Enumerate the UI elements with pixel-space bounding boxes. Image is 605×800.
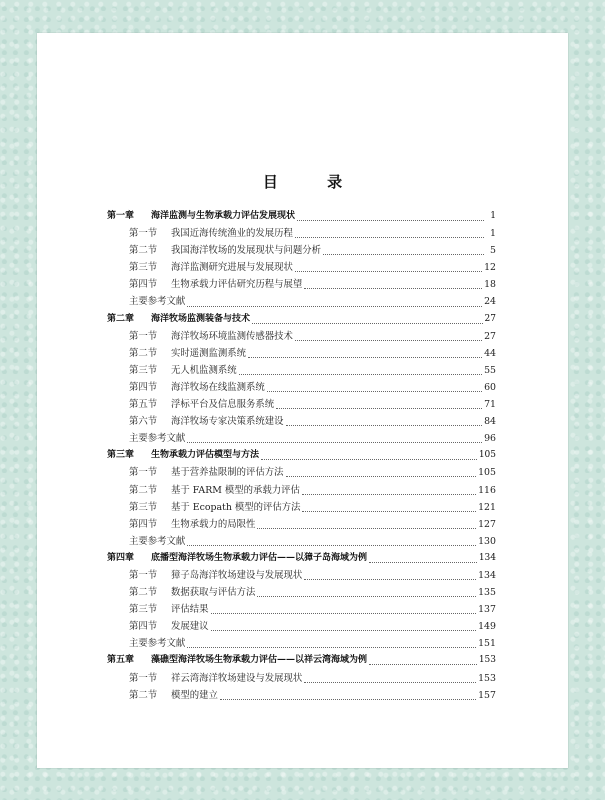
toc-entry-title: 獐子岛海洋牧场建设与发展现状 bbox=[171, 569, 303, 581]
toc-entry-title: 生物承载力的局限性 bbox=[171, 518, 256, 530]
toc-entry-number: 第四节 bbox=[129, 279, 158, 291]
toc-page-number: 18 bbox=[484, 279, 496, 291]
toc-section-row[interactable] bbox=[107, 225, 496, 242]
toc-page-number: 105 bbox=[478, 450, 496, 461]
toc-entry-title: 无人机监测系统 bbox=[171, 364, 237, 376]
toc-entry-title: 我国海洋牧场的发展现状与问题分析 bbox=[171, 245, 322, 257]
dot-leader bbox=[211, 607, 477, 614]
dot-leader bbox=[286, 419, 483, 426]
toc-page-number: 127 bbox=[478, 518, 496, 530]
dot-leader bbox=[369, 556, 477, 563]
toc-title: 目 录 bbox=[262, 173, 365, 191]
book-page bbox=[37, 33, 568, 768]
toc-section-row[interactable] bbox=[107, 584, 496, 601]
toc-entry-title: 祥云湾海洋牧场建设与发展现状 bbox=[171, 672, 303, 684]
toc-section-row[interactable] bbox=[107, 379, 496, 396]
dot-leader bbox=[295, 265, 482, 272]
toc-entry-number: 第一节 bbox=[129, 330, 158, 342]
toc-page-number: 135 bbox=[478, 587, 496, 599]
toc-entry-number: 第二节 bbox=[129, 347, 158, 359]
dot-leader bbox=[187, 641, 476, 648]
toc-entry-number: 第一节 bbox=[129, 467, 158, 479]
toc-page-number: 44 bbox=[484, 347, 496, 359]
toc-entry-title: 评估结果 bbox=[171, 604, 209, 616]
dot-leader bbox=[369, 658, 477, 665]
toc-entry-number: 第二章 bbox=[107, 313, 135, 324]
toc-entry-number: 第一章 bbox=[107, 211, 135, 221]
toc-entry-number: 第三章 bbox=[107, 450, 135, 461]
toc-entry-number: 第三节 bbox=[129, 262, 158, 274]
toc-section-row[interactable] bbox=[107, 567, 496, 584]
dot-leader bbox=[302, 505, 476, 512]
toc-section-row[interactable] bbox=[107, 516, 496, 533]
toc-page-number: 1 bbox=[490, 211, 496, 221]
toc-entry-number: 第三节 bbox=[129, 604, 158, 616]
toc-page-number: 12 bbox=[484, 262, 496, 274]
toc-entry-title: 藻礁型海洋牧场生物承载力评估——以祥云湾海域为例 bbox=[151, 655, 368, 666]
dot-leader bbox=[295, 334, 482, 341]
toc-page-number: 84 bbox=[484, 416, 496, 428]
toc-page-number: 27 bbox=[484, 313, 496, 324]
toc-entry-number: 第六节 bbox=[129, 416, 158, 428]
toc-page-number: 96 bbox=[484, 433, 496, 445]
toc-page-number: 149 bbox=[478, 621, 496, 633]
toc-entry-number: 第二节 bbox=[129, 587, 158, 599]
toc-entry-number: 第二节 bbox=[129, 245, 158, 257]
toc-page-number: 60 bbox=[484, 381, 496, 393]
toc-entry-number: 第一节 bbox=[129, 672, 158, 684]
dot-leader bbox=[267, 385, 482, 392]
dot-leader bbox=[286, 470, 477, 477]
toc-entry-number: 第二节 bbox=[129, 484, 158, 496]
toc-entry-title: 数据获取与评估方法 bbox=[171, 587, 256, 599]
toc-entry-number: 第四章 bbox=[107, 552, 135, 563]
toc-entry-title: 海洋牧场专家决策系统建设 bbox=[171, 416, 284, 428]
toc-entry-title: 发展建议 bbox=[171, 621, 209, 633]
toc-section-row[interactable] bbox=[107, 413, 496, 430]
dot-leader bbox=[187, 539, 476, 546]
toc-entry-title: 我国近海传统渔业的发展历程 bbox=[171, 228, 293, 240]
toc-page-number: 134 bbox=[478, 569, 496, 581]
table-of-contents bbox=[107, 208, 496, 704]
toc-section-row[interactable] bbox=[107, 276, 496, 293]
dot-leader bbox=[211, 624, 477, 631]
toc-entry-title: 生物承载力评估研究历程与展望 bbox=[171, 279, 303, 291]
toc-entry-title: 海洋牧场环境监测传感器技术 bbox=[171, 330, 293, 342]
toc-section-row[interactable] bbox=[107, 328, 496, 345]
toc-chapter-row[interactable] bbox=[107, 311, 496, 328]
toc-page-number: 55 bbox=[484, 364, 496, 376]
toc-page-number: 105 bbox=[478, 467, 496, 479]
toc-page-number: 151 bbox=[478, 638, 496, 650]
dot-leader bbox=[323, 248, 484, 255]
toc-page-number: 153 bbox=[478, 672, 496, 684]
dot-leader bbox=[220, 693, 476, 700]
toc-entry-title: 生物承载力评估模型与方法 bbox=[151, 450, 260, 461]
toc-section-row[interactable] bbox=[107, 464, 496, 481]
toc-section-row[interactable] bbox=[107, 345, 496, 362]
toc-entry-title: 主要参考文献 bbox=[129, 433, 186, 445]
toc-entry-title: 基于营养盐限制的评估方法 bbox=[171, 467, 284, 479]
toc-page-number: 24 bbox=[484, 296, 496, 308]
toc-section-row[interactable] bbox=[107, 601, 496, 618]
dot-leader bbox=[295, 231, 484, 238]
toc-page-number: 134 bbox=[478, 552, 496, 563]
toc-page-number: 27 bbox=[484, 330, 496, 342]
toc-entry-title: 基于 Ecopath 模型的评估方法 bbox=[171, 501, 301, 513]
toc-section-row[interactable] bbox=[107, 362, 496, 379]
dot-leader bbox=[261, 453, 477, 460]
dot-leader bbox=[239, 368, 482, 375]
dot-leader bbox=[304, 282, 482, 289]
toc-page-number: 157 bbox=[478, 689, 496, 701]
toc-section-row[interactable] bbox=[107, 687, 496, 704]
toc-entry-title: 海洋牧场监测装备与技术 bbox=[151, 313, 251, 324]
toc-entry-number: 第三节 bbox=[129, 501, 158, 513]
toc-page-number: 116 bbox=[478, 484, 496, 496]
toc-page-number: 71 bbox=[484, 399, 496, 411]
toc-section-row[interactable] bbox=[107, 670, 496, 687]
toc-entry-number: 第五章 bbox=[107, 655, 135, 666]
dot-leader bbox=[276, 402, 482, 409]
dot-leader bbox=[187, 300, 482, 307]
toc-entry-title: 主要参考文献 bbox=[129, 638, 186, 650]
toc-entry-title: 海洋监测与生物承载力评估发展现状 bbox=[151, 211, 296, 221]
toc-reference-row[interactable] bbox=[107, 635, 496, 652]
toc-entry-title: 基于 FARM 模型的承载力评估 bbox=[171, 484, 300, 496]
dot-leader bbox=[304, 573, 476, 580]
toc-page-number: 5 bbox=[490, 245, 496, 257]
toc-entry-number: 第五节 bbox=[129, 399, 158, 411]
toc-page-number: 153 bbox=[478, 655, 496, 666]
dot-leader bbox=[302, 488, 476, 495]
toc-entry-number: 第四节 bbox=[129, 518, 158, 530]
toc-entry-title: 海洋监测研究进展与发展现状 bbox=[171, 262, 293, 274]
toc-page-number: 121 bbox=[478, 501, 496, 513]
toc-entry-title: 海洋牧场在线监测系统 bbox=[171, 381, 265, 393]
toc-entry-number: 第二节 bbox=[129, 689, 158, 701]
toc-entry-number: 第三节 bbox=[129, 364, 158, 376]
toc-entry-number: 第四节 bbox=[129, 621, 158, 633]
dot-leader bbox=[252, 317, 483, 324]
toc-page-number: 137 bbox=[478, 604, 496, 616]
toc-entry-number: 第四节 bbox=[129, 381, 158, 393]
toc-reference-row[interactable] bbox=[107, 430, 496, 447]
dot-leader bbox=[257, 590, 476, 597]
toc-entry-title: 主要参考文献 bbox=[129, 535, 186, 547]
toc-chapter-row[interactable] bbox=[107, 208, 496, 225]
toc-entry-number: 第一节 bbox=[129, 569, 158, 581]
toc-entry-title: 底播型海洋牧场生物承载力评估——以獐子岛海域为例 bbox=[151, 552, 368, 563]
toc-section-row[interactable] bbox=[107, 482, 496, 499]
toc-section-row[interactable] bbox=[107, 618, 496, 635]
toc-entry-number: 第一节 bbox=[129, 228, 158, 240]
toc-entry-title: 主要参考文献 bbox=[129, 296, 186, 308]
toc-reference-row[interactable] bbox=[107, 293, 496, 310]
dot-leader bbox=[257, 522, 476, 529]
dot-leader bbox=[297, 214, 484, 221]
toc-section-row[interactable] bbox=[107, 259, 496, 276]
toc-page-number: 1 bbox=[490, 228, 496, 240]
toc-section-row[interactable] bbox=[107, 396, 496, 413]
toc-entry-title: 浮标平台及信息服务系统 bbox=[171, 399, 275, 411]
toc-entry-title: 模型的建立 bbox=[171, 689, 218, 701]
toc-entry-title: 实时遥测监测系统 bbox=[171, 347, 247, 359]
toc-page-number: 130 bbox=[478, 535, 496, 547]
dot-leader bbox=[304, 676, 476, 683]
toc-section-row[interactable] bbox=[107, 499, 496, 516]
toc-chapter-row[interactable] bbox=[107, 652, 496, 669]
toc-chapter-row[interactable] bbox=[107, 447, 496, 464]
toc-chapter-row[interactable] bbox=[107, 550, 496, 567]
dot-leader bbox=[187, 436, 482, 443]
toc-reference-row[interactable] bbox=[107, 533, 496, 550]
toc-section-row[interactable] bbox=[107, 242, 496, 259]
dot-leader bbox=[248, 351, 482, 358]
